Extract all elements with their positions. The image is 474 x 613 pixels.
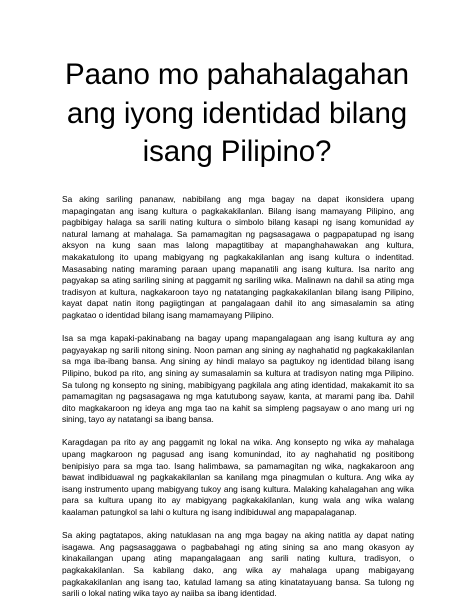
document-title: Paano mo pahahalagahan ang iyong identidad bilang isang Pilipino? (65, 58, 409, 168)
paragraph-1: Sa aking sariling pananaw, nabibilang ang mga bagay na dapat ikonsidera upang mapagingatan ang isang kultura o pagkakakilanlan. Bilang isang mamayang Pilipino, ang pagbibigay halaga sa sarili nating kultura o simbolo bilang kasapi ng isang komunidad ay natural lamang at mahalaga. Sa pamamagitan ng pagsasagawa o pagpapatupad ng isang aksyon na kung saan mas lalong mapagtitibay at mapanghahawakan ang kultura, makakatulong ito upang mabigyang ng pagkakakilanlan ang isang kultura o indentitad. Masasabing nating maraming paraan upang mapanatili ang isang kultura. Isa narito ang pagyakap sa ating sariling sining at paggamit ng sariling wika. Malinawn na dahil sa ating mga tradisyon at kultura, nagkakaroon tayo ng natatanging pagkakakilanlan bilang isang Pilipino, kayat dapat natin itong pagiigtingan at pangalagaan dahil ito ang simasalamin sa ating pagkatao o identidad bilang isang mamamayang Pilipino. (62, 194, 414, 320)
essay-body (62, 194, 414, 600)
paragraph-3: Karagdagan pa rito ay ang paggamit ng lokal na wika. Ang konsepto ng wika ay mahalaga upang magkaroon ng pagusad ang isang komunindad, ito ay naghahatid ng positibong benipisiyo para sa mga tao. Isang halimbawa, sa pamamagitan ng wika, nagkakaroon ang bawat indibiduawal ng pagkakakilanlan sa kanilang mga pinagmulan o kultura. Ang wika ay isang instrumento upang mabigyang tukoy ang isang kultura. Malaking kahalagahan ang wika para sa kultura upang ito ay mabigyang pagkakakilanlan, kung wala ang wika walang kaalaman patungkol sa lahi o kultura ng isang indibiduwal ang mapapalaganap. (62, 437, 414, 518)
paragraph-2: Isa sa mga kapaki-pakinabang na bagay upang mapangalagaan ang isang kultura ay ang pagyayakap ng sarili nitong sining. Noon paman ang sining ay naghahatid ng pagkakakilanlan sa mga iba-ibang bansa. Ang sining ay hindi malayo sa pagtukoy ng identidad bilang isang Pilipino, bukod pa rito, ang sining ay sumasalamin sa kultura at tradisyon nating mga Pilipino. Sa tulong ng konsepto ng sining, mabibigyang pagkilala ang ating identidad, makakamit ito sa pamamagitan ng pagsasagawa ng mga katutubong sayaw, kanta, at marami pang iba. Dahil dito magkakaroon ng ideya ang mga tao na kahit sa simpleng pagsayaw o ano mang uri ng sining, tayo ay natatangi sa ibang bansa. (62, 333, 414, 425)
paragraph-4: Sa aking pagtatapos, aking natuklasan na ang mga bagay na aking natitla ay dapat nating isagawa. Ang pagsasaggawa o pagbabahagi ng ating sining sa ano mang okasyon ay kinakailangan upang ating mapangalagaan ang sarili nating kultura, tradisyon, o pagkakakilanlan. Sa kabilang dako, ang wika ay mahalaga upang mabigayang pagkakakilanlan ang isang tao, katulad lamang sa ating kinatatayuang bansa. Sa tulong ng sarili o lokal nating wika tayo ay naiiba sa ibang identidad. (62, 530, 414, 599)
